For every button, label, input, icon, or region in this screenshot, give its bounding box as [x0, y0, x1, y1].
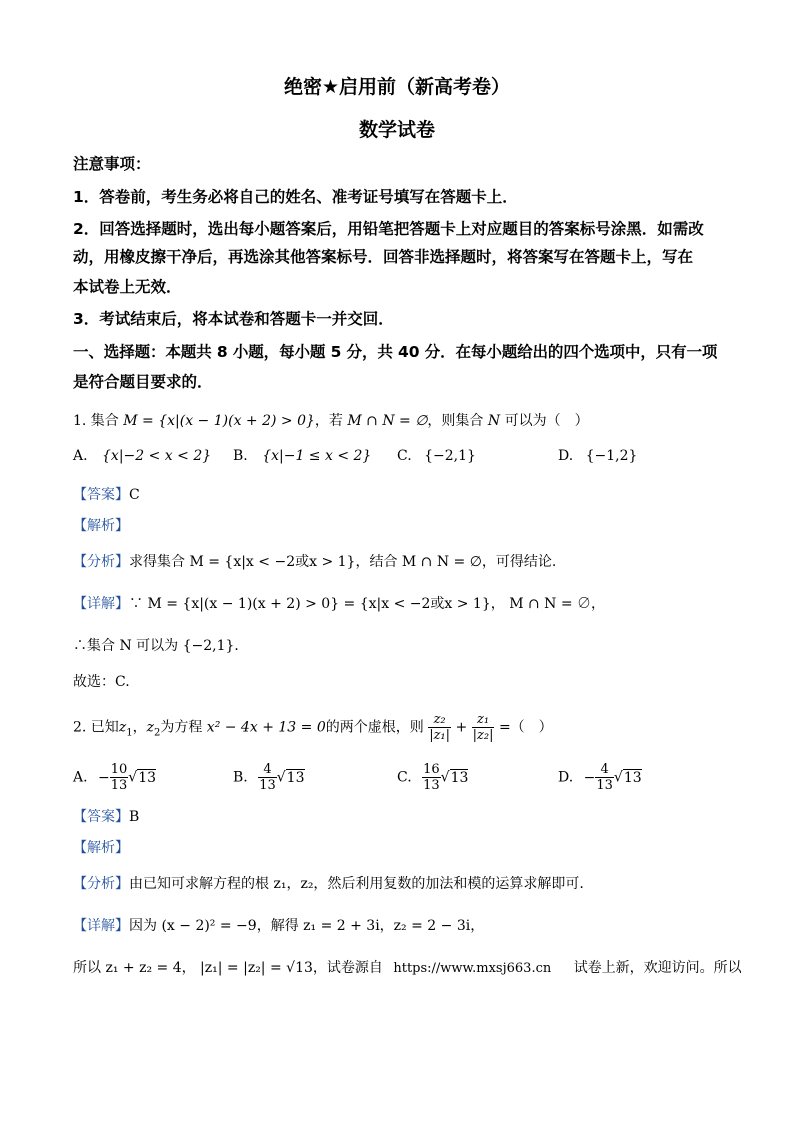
exam-subtitle: 数学试卷 [358, 119, 435, 141]
q2-answer-value: B [129, 809, 140, 825]
q2-option-c-num: 16 [423, 762, 440, 777]
q2-mid: 为方程 [160, 719, 203, 736]
q1-option-b-label: B. [233, 448, 248, 464]
q1-option-a [73, 448, 211, 464]
q2-stem: 2. 已知$z_1$，$z_2$为方程 x² − 4x + 13 = 0的两个虚根，则 $\frac{\text{z₂}}{\text{|z₁|}}$ + $\frac{\text{z₁}}{\text{|z₂|}}$ =（ ） [73, 712, 553, 743]
q1-option-b-text: {x|−1 ≤ x < 2} [262, 448, 372, 464]
q1-option-c-label: C. [397, 448, 412, 464]
q2-option-d-den: 13 [596, 778, 613, 793]
q2-option-b-label: B. [233, 769, 248, 786]
q2-option-c-frac [422, 762, 441, 793]
q1-fenxi [73, 551, 556, 571]
q2-option-c-label: C. [397, 769, 412, 786]
q2-option-d-sign: − [583, 769, 596, 786]
q2-xiangjie-tag: 【详解】 [73, 918, 129, 934]
q2-option-b-den: 13 [259, 778, 276, 793]
q2-option-c-radicand: 13 [450, 769, 469, 786]
q1-option-d-label: D. [558, 448, 574, 464]
q2-option-c: C. $\frac{16}{13}$ √13 [397, 762, 469, 793]
q2-xiangjie-text: 因为 (x − 2)² = −9，解得 z₁ = 2 + 3i，z₂ = 2 − 3i， [129, 918, 485, 934]
q2-option-a-frac [110, 762, 129, 793]
q1-option-a-label: A. [73, 448, 88, 464]
q2-last-line-b: 试卷上新，欢迎访问。所以 [573, 960, 742, 976]
q2-xiangjie [73, 915, 484, 935]
q1-xiangjie-tag: 【详解】 [73, 596, 129, 612]
q2-analysis-tag: 【解析】 [73, 840, 129, 856]
q2-fenxi [73, 873, 584, 893]
q1-answer-tag: 【答案】 [73, 487, 129, 503]
notes-item-3: 3．考试结束后，将本试卷和答题卡一并交回． [73, 310, 394, 328]
q1-suffix: ，则集合 [427, 413, 484, 429]
q2-fraction-1-num: z₂ [428, 712, 451, 728]
q2-option-d-frac [595, 762, 614, 793]
source-url-link[interactable]: https://www.mxsj663.cn [393, 961, 552, 976]
q1-fenxi-text: 求得集合 M = {x|x < −2或x > 1}，结合 M ∩ N = ∅，可得结论. [129, 554, 557, 570]
q2-z1: z [118, 719, 127, 736]
q1-answer-value: C [129, 487, 140, 503]
q1-analysis-tag: 【解析】 [73, 518, 129, 534]
q2-fraction-2-den: |z₂| [472, 728, 494, 743]
q2-option-c-den: 13 [423, 778, 440, 793]
section1-heading-line1: 一、选择题：本题共 8 小题，每小题 5 分，共 40 分．在每小题给出的四个选项中，只有一项 [73, 343, 718, 361]
q1-prefix: 1. 集合 [73, 413, 119, 429]
q2-option-d-label: D. [558, 769, 574, 786]
q1-answer [73, 484, 140, 504]
q2-z2: z [146, 719, 154, 736]
q2-sep: ， [132, 719, 147, 736]
notes-item-2-line1: 2．回答选择题时，选出每小题答案后，用铅笔把答题卡上对应题目的答案标号涂黑．如需改 [73, 220, 704, 238]
q1-option-d [558, 448, 637, 464]
notes-item-1: 1．答卷前，考生务必将自己的姓名、准考证号填写在答题卡上． [73, 188, 518, 206]
q1-choose: 故选：C. [73, 674, 130, 690]
q1-condition: M ∩ N = ∅ [347, 413, 428, 429]
q1-end: 可以为（ ） [504, 413, 589, 429]
notes-item-2-line3: 本试卷上无效． [73, 278, 182, 296]
q2-option-b-num: 4 [258, 762, 277, 778]
q2-analysis [73, 837, 129, 857]
q1-set-m: M = {x|(x − 1)(x + 2) > 0} [123, 413, 315, 429]
notes-heading: 注意事项： [73, 155, 151, 173]
q1-option-c [397, 448, 476, 464]
q1-xiangjie [73, 593, 605, 613]
q2-option-b-frac [258, 762, 277, 793]
exam-title: 绝密★启用前（新高考卷） [283, 76, 511, 98]
q2-option-a-sign: − [98, 769, 110, 786]
q2-fraction-2-num: z₁ [472, 712, 495, 728]
q2-option-d-num: 4 [595, 762, 614, 778]
q1-option-d-text: {−1,2} [585, 448, 638, 464]
q2-mid2: 的两个虚根，则 [325, 719, 424, 736]
q2-option-a-den: 13 [110, 778, 128, 793]
q1-stem [73, 410, 589, 430]
q1-option-b [233, 448, 371, 464]
q2-option-b: B. $\frac{4}{13}$ √13 [233, 762, 305, 793]
q2-option-d-radicand: 13 [623, 769, 642, 786]
q2-answer-tag: 【答案】 [73, 809, 129, 825]
q2-last-line [73, 957, 742, 977]
q2-option-d: D. − $\frac{4}{13}$ √13 [558, 762, 642, 793]
q1-therefore: ∴集合 N 可以为 {−2,1}． [73, 638, 249, 654]
q1-xiangjie-text: ∵ M = {x|(x − 1)(x + 2) > 0} = {x|x < −2或x > 1}， M ∩ N = ∅， [129, 596, 606, 612]
q2-option-a-label: A. [73, 769, 88, 786]
q2-fenxi-tag: 【分析】 [73, 876, 129, 892]
q2-option-b-radicand: 13 [286, 769, 305, 786]
q2-plus: + [455, 719, 468, 736]
q2-end: =（ ） [498, 719, 553, 736]
q2-answer [73, 806, 139, 826]
q2-fraction-1-den: |z₁| [429, 728, 451, 743]
q1-middle: ，若 [314, 413, 343, 429]
q2-prefix: 2. 已知 [73, 719, 119, 736]
q2-fraction-2 [472, 712, 495, 743]
q1-option-a-text: {x|−2 < x < 2} [102, 448, 212, 464]
q2-equation: x² − 4x + 13 = 0 [206, 719, 326, 736]
q2-last-line-a: 所以 z₁ + z₂ = 4， |z₁| = |z₂| = √13，试卷源自 [73, 960, 383, 976]
q1-var-n: N [487, 413, 501, 429]
q2-option-a: A. − $\frac{10}{13}$ √13 [73, 762, 157, 793]
q1-fenxi-tag: 【分析】 [73, 554, 129, 570]
q1-analysis [73, 515, 129, 535]
section1-heading-line2: 是符合题目要求的． [73, 373, 213, 391]
notes-item-2-line2: 动，用橡皮擦干净后，再选涂其他答案标号．回答非选择题时，将答案写在答题卡上，写在 [73, 248, 694, 266]
q2-fraction-1 [428, 712, 451, 743]
q2-option-a-num: 10 [110, 762, 128, 777]
q2-fenxi-text: 由已知可求解方程的根 z₁，z₂，然后利用复数的加法和模的运算求解即可. [129, 876, 584, 892]
q2-option-a-radicand: 13 [138, 769, 157, 786]
q1-option-c-text: {−2,1} [424, 448, 476, 464]
